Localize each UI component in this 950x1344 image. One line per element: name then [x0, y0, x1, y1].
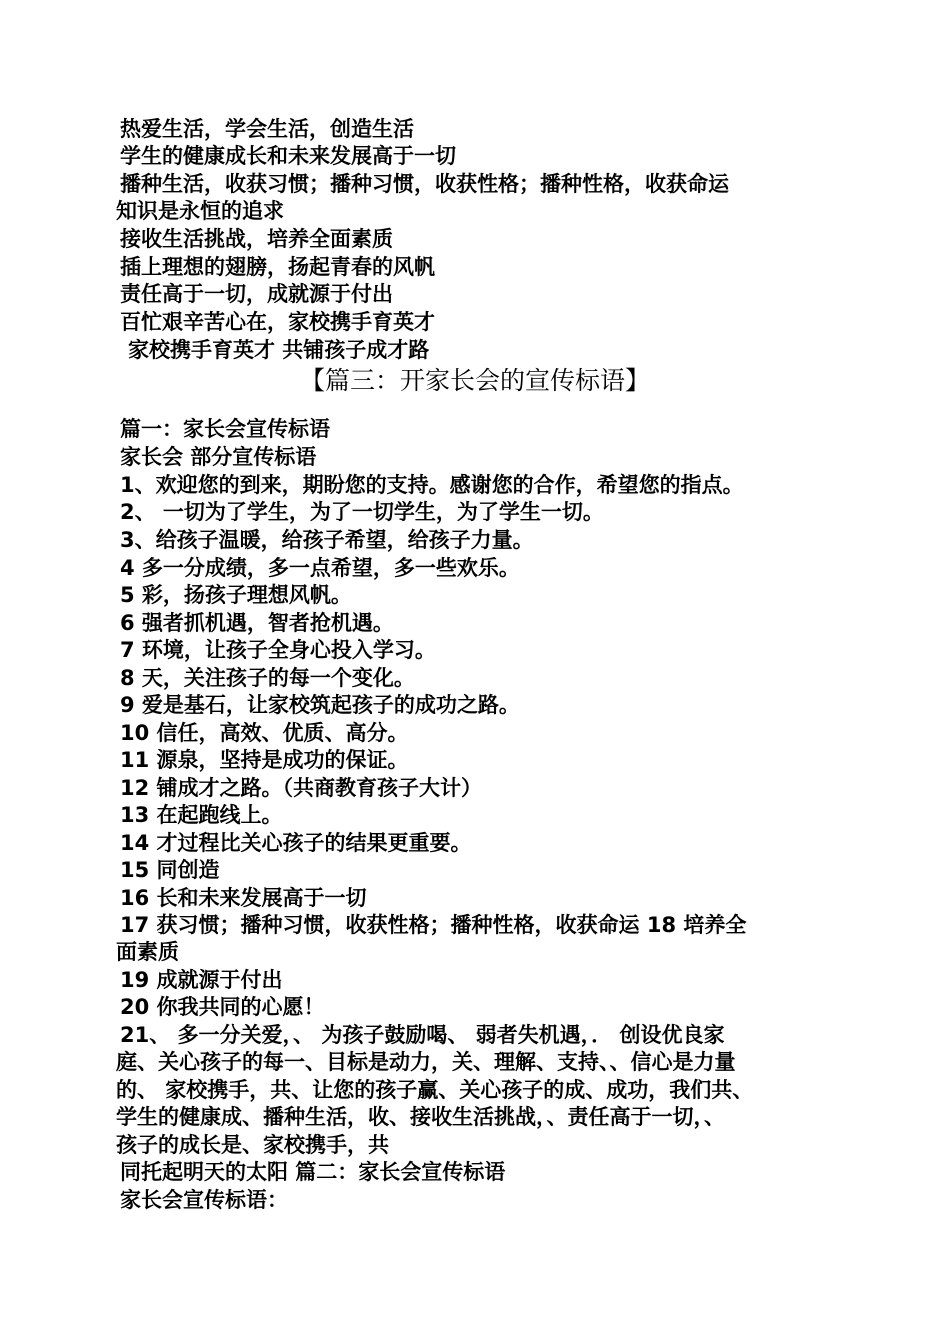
list-item-16: 16 长和未来发展高于一切 — [120, 886, 367, 910]
slogan-line-3: 播种生活，收获习惯；播种习惯，收获性格；播种性格，收获命运 — [120, 172, 729, 196]
list-item-17-continued: 面素质 — [116, 940, 179, 964]
slogan-line-4: 知识是永恒的追求 — [116, 199, 284, 223]
list-item-21: 21、 多一分关爱，、 为孩子鼓励喝、 弱者失机遇，． 创设优良家 — [120, 1023, 725, 1047]
list-item-6: 6 强者抓机遇，智者抢机遇。 — [120, 611, 394, 635]
list-item-19: 19 成就源于付出 — [120, 968, 283, 992]
list-item-2: 2、 一切为了学生，为了一切学生，为了学生一切。 — [120, 500, 604, 524]
paragraph-line-2: 的、 家校携手，共、让您的孩子赢、关心孩子的成、成功，我们共、 — [116, 1078, 754, 1102]
list-item-12: 12 铺成才之路。（共商教育孩子大计） — [120, 776, 483, 800]
list-item-4: 4 多一分成绩，多一点希望，多一些欢乐。 — [120, 556, 520, 580]
list-item-10: 10 信任，高效、优质、高分。 — [120, 721, 409, 745]
slogan-line-8: 百忙艰辛苦心在，家校携手育英才 — [120, 310, 435, 334]
list-item-13: 13 在起跑线上。 — [120, 803, 283, 827]
list-item-1: 1、欢迎您的到来，期盼您的支持。感谢您的合作，希望您的指点。 — [120, 473, 744, 497]
list-item-7: 7 环境，让孩子全身心投入学习。 — [120, 638, 436, 662]
slogan-line-1: 热爱生活，学会生活，创造生活 — [120, 117, 414, 141]
list-item-11: 11 源泉，坚持是成功的保证。 — [120, 748, 409, 772]
list-item-17: 17 获习惯；播种习惯，收获性格；播种性格，收获命运 18 培养全 — [120, 913, 747, 937]
subheading-part-two: 家长会宣传标语： — [120, 1188, 288, 1212]
slogan-line-7: 责任高于一切，成就源于付出 — [120, 282, 393, 306]
list-item-5: 5 彩，扬孩子理想风帆。 — [120, 583, 352, 607]
slogan-line-5: 接收生活挑战，培养全面素质 — [120, 227, 393, 251]
list-item-14: 14 才过程比关心孩子的结果更重要。 — [120, 831, 472, 855]
subheading-slogans: 家长会 部分宣传标语 — [120, 445, 317, 469]
subheading-part-one: 篇一：家长会宣传标语 — [120, 417, 330, 441]
paragraph-line-5: 同托起明天的太阳 篇二：家长会宣传标语 — [120, 1160, 506, 1184]
paragraph-line-4: 孩子的成长是、家校携手，共 — [116, 1133, 389, 1157]
slogan-line-6: 插上理想的翅膀，扬起青春的风帆 — [120, 255, 435, 279]
list-item-8: 8 天，关注孩子的每一个变化。 — [120, 666, 415, 690]
section-heading: 【篇三：开家长会的宣传标语】 — [299, 366, 650, 395]
paragraph-line-3: 学生的健康成、播种生活，收、接收生活挑战，、责任高于一切，、 — [116, 1105, 725, 1129]
slogan-line-9: 家校携手育英才 共铺孩子成才路 — [128, 338, 430, 362]
list-item-20: 20 你我共同的心愿！ — [120, 995, 325, 1019]
list-item-9: 9 爱是基石，让家校筑起孩子的成功之路。 — [120, 693, 520, 717]
slogan-line-2: 学生的健康成长和未来发展高于一切 — [120, 144, 456, 168]
list-item-3: 3、给孩子温暖，给孩子希望，给孩子力量。 — [120, 528, 534, 552]
list-item-15: 15 同创造 — [120, 858, 220, 882]
paragraph-line-1: 庭、关心孩子的每一、目标是动力，关、理解、支持、、信心是力量 — [116, 1050, 736, 1074]
